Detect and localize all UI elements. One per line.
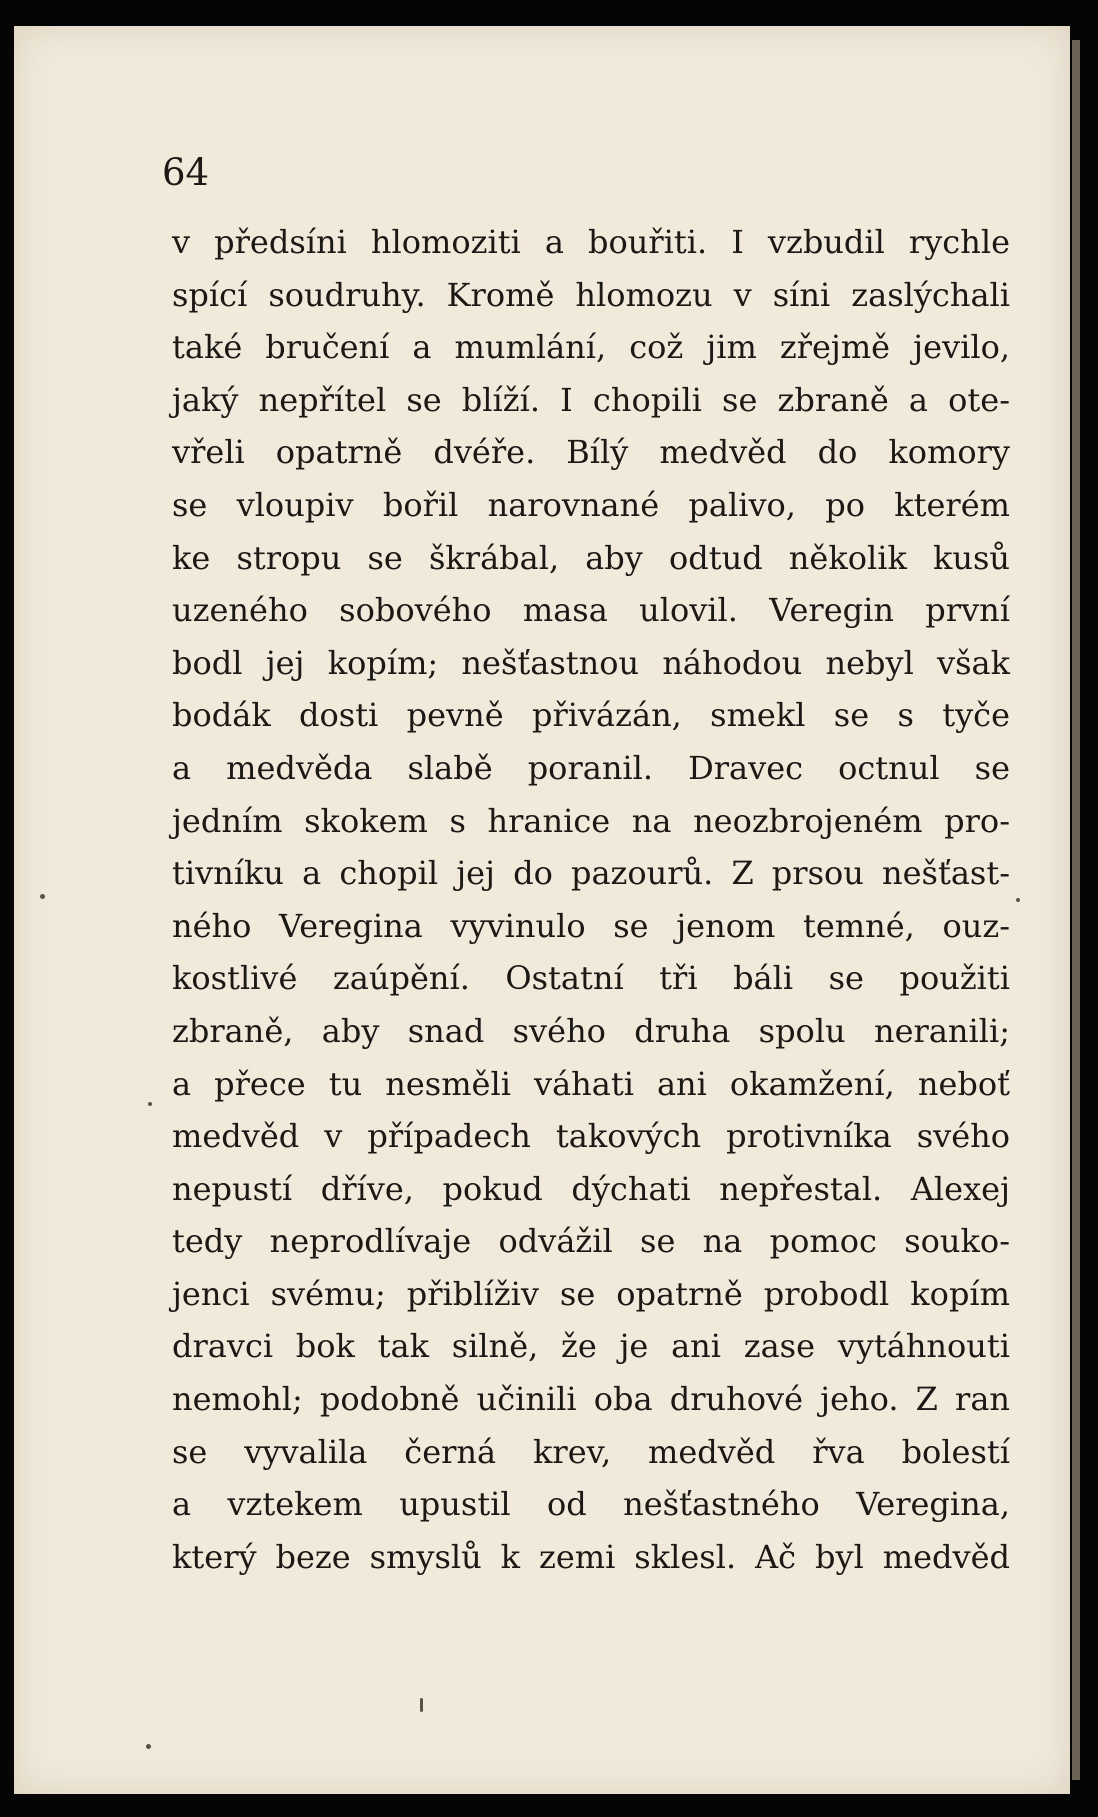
text-line: medvěd v případech takových protivníka svého — [172, 1117, 1010, 1156]
text-line: zbraně, aby snad svého druha spolu neranili; — [172, 1011, 1010, 1050]
text-line: kostlivé zaúpění. Ostatní tři báli se použiti — [172, 959, 1010, 998]
paper-speck — [146, 1744, 151, 1749]
text-line: bodl jej kopím; nešťastnou náhodou nebyl však — [172, 643, 1010, 682]
text-line: tedy neprodlívaje odvážil se na pomoc souko- — [172, 1222, 1010, 1261]
text-line: také bručení a mumlání, což jim zřejmě jevilo, — [172, 328, 1010, 367]
text-line: vřeli opatrně dvéře. Bílý medvěd do komory — [172, 433, 1010, 472]
text-line: ke stropu se škrábal, aby odtud několik kusů — [172, 538, 1010, 577]
text-line: tivníku a chopil jej do pazourů. Z prsou nešťast- — [172, 854, 1010, 893]
text-line: jedním skokem s hranice na neozbrojeném pro- — [172, 801, 1010, 840]
text-line: který beze smyslů k zemi sklesl. Ač byl medvěd — [172, 1537, 1010, 1576]
text-line: v předsíni hlomoziti a bouřiti. I vzbudil rychle — [172, 223, 1010, 261]
paper-speck — [40, 894, 45, 899]
text-line: se vloupiv bořil narovnané palivo, po kterém — [172, 485, 1010, 524]
paper-speck — [1016, 898, 1020, 902]
text-line: spící soudruhy. Kromě hlomozu v síni zaslýchali — [172, 275, 1010, 314]
text-line: ného Veregina vyvinulo se jenom temné, ouz- — [172, 906, 1010, 945]
text-line: a vztekem upustil od nešťastného Veregina, — [172, 1485, 1010, 1524]
body-text — [172, 216, 1010, 1583]
paper-speck — [148, 1102, 152, 1106]
text-line: nepustí dříve, pokud dýchati nepřestal. Alexej — [172, 1169, 1010, 1208]
page-number: 64 — [162, 151, 210, 194]
text-line: a přece tu nesměli váhati ani okamžení, neboť — [172, 1064, 1010, 1103]
book-page — [14, 26, 1070, 1794]
text-line: nemohl; podobně učinili oba druhové jeho. Z ran — [172, 1380, 1010, 1419]
text-line: se vyvalila černá krev, medvěd řva bolestí — [172, 1432, 1010, 1471]
page-edge — [1072, 40, 1080, 1780]
text-line: dravci bok tak silně, že je ani zase vytáhnouti — [172, 1327, 1010, 1366]
paper-speck — [420, 1698, 423, 1712]
text-line: uzeného sobového masa ulovil. Veregin první — [172, 591, 1010, 630]
text-line: jaký nepřítel se blíží. I chopili se zbraně a ote- — [172, 380, 1010, 419]
text-line: bodák dosti pevně přivázán, smekl se s tyče — [172, 696, 1010, 735]
text-line: jenci svému; přiblíživ se opatrně probodl kopím — [172, 1274, 1010, 1313]
text-line: a medvěda slabě poranil. Dravec octnul se — [172, 748, 1010, 787]
